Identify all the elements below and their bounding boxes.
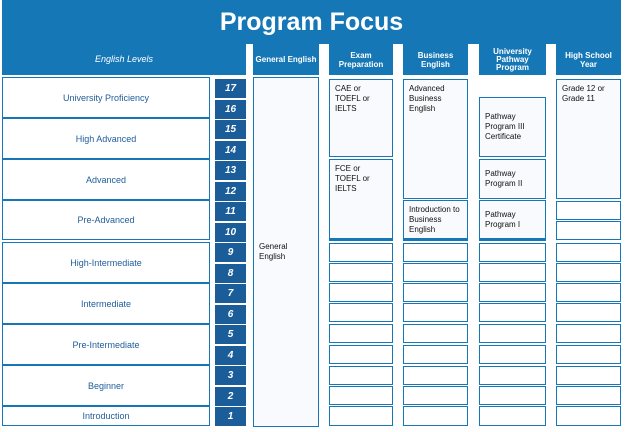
empty-cell (479, 283, 546, 302)
empty-cell (556, 263, 621, 282)
level-number: 1 (215, 407, 246, 426)
level-number: 13 (215, 161, 246, 180)
empty-cell (556, 243, 621, 262)
level-intermediate: Intermediate (2, 283, 210, 324)
header-general-english: General English (253, 44, 319, 75)
level-number: 11 (215, 202, 246, 221)
empty-cell (329, 386, 393, 405)
empty-cell (479, 263, 546, 282)
level-number: 16 (215, 100, 246, 119)
empty-cell (329, 324, 393, 343)
empty-cell (556, 406, 621, 426)
program-pathway-3: Pathway Program III Certificate (479, 97, 546, 157)
program-exam-cae: CAE or TOEFL or IELTS (329, 79, 393, 157)
empty-cell (329, 243, 393, 262)
header-high-school-year: High School Year (556, 44, 621, 75)
header-exam-preparation: Exam Preparation (329, 44, 393, 75)
empty-cell (329, 345, 393, 364)
header-university-pathway: University Pathway Program (479, 44, 546, 75)
level-number: 8 (215, 264, 246, 283)
empty-cell (556, 303, 621, 322)
header-english-levels: English Levels (2, 44, 246, 75)
empty-cell (403, 243, 468, 262)
empty-cell (329, 406, 393, 426)
level-pre-intermediate: Pre-Intermediate (2, 324, 210, 365)
header-business-english: Business English (403, 44, 468, 75)
empty-cell (479, 243, 546, 262)
level-high-intermediate: High-Intermediate (2, 242, 210, 283)
program-business-advanced: Advanced Business English (403, 79, 468, 199)
level-number: 10 (215, 223, 246, 242)
level-pre-advanced: Pre-Advanced (2, 200, 210, 240)
empty-cell (403, 366, 468, 385)
level-number: 3 (215, 366, 246, 385)
level-number: 9 (215, 243, 246, 262)
empty-cell (329, 263, 393, 282)
program-high-school: Grade 12 or Grade 11 (556, 79, 621, 199)
empty-cell (329, 366, 393, 385)
empty-cell (403, 283, 468, 302)
level-high-advanced: High Advanced (2, 118, 210, 159)
level-beginner: Beginner (2, 365, 210, 406)
program-exam-fce: FCE or TOEFL or IELTS (329, 159, 393, 239)
level-number: 17 (215, 79, 246, 98)
program-general-english: General English (253, 77, 319, 427)
empty-cell (479, 406, 546, 426)
empty-cell (479, 345, 546, 364)
empty-cell (329, 303, 393, 322)
empty-cell (556, 324, 621, 343)
empty-cell (556, 386, 621, 405)
empty-cell (403, 324, 468, 343)
empty-cell (403, 406, 468, 426)
level-advanced: Advanced (2, 159, 210, 200)
empty-cell (479, 386, 546, 405)
level-number: 14 (215, 141, 246, 160)
empty-cell (479, 324, 546, 343)
level-number: 12 (215, 182, 246, 201)
level-number: 5 (215, 325, 246, 344)
program-pathway-1: Pathway Program I (479, 200, 546, 239)
page-title: Program Focus (2, 0, 621, 44)
level-number: 4 (215, 346, 246, 365)
empty-cell (556, 201, 621, 220)
level-introduction: Introduction (2, 406, 210, 426)
empty-cell (403, 263, 468, 282)
empty-cell (329, 283, 393, 302)
level-number: 2 (215, 387, 246, 406)
program-pathway-2: Pathway Program II (479, 159, 546, 199)
program-business-intro: Introduction to Business English (403, 200, 468, 239)
empty-cell (403, 345, 468, 364)
level-number: 7 (215, 284, 246, 303)
empty-cell (556, 221, 621, 240)
empty-cell (479, 366, 546, 385)
level-number: 15 (215, 120, 246, 139)
empty-cell (403, 386, 468, 405)
level-university-proficiency: University Proficiency (2, 77, 210, 118)
level-number: 6 (215, 305, 246, 324)
empty-cell (479, 303, 546, 322)
empty-cell (556, 366, 621, 385)
empty-cell (556, 345, 621, 364)
empty-cell (556, 283, 621, 302)
empty-cell (403, 303, 468, 322)
